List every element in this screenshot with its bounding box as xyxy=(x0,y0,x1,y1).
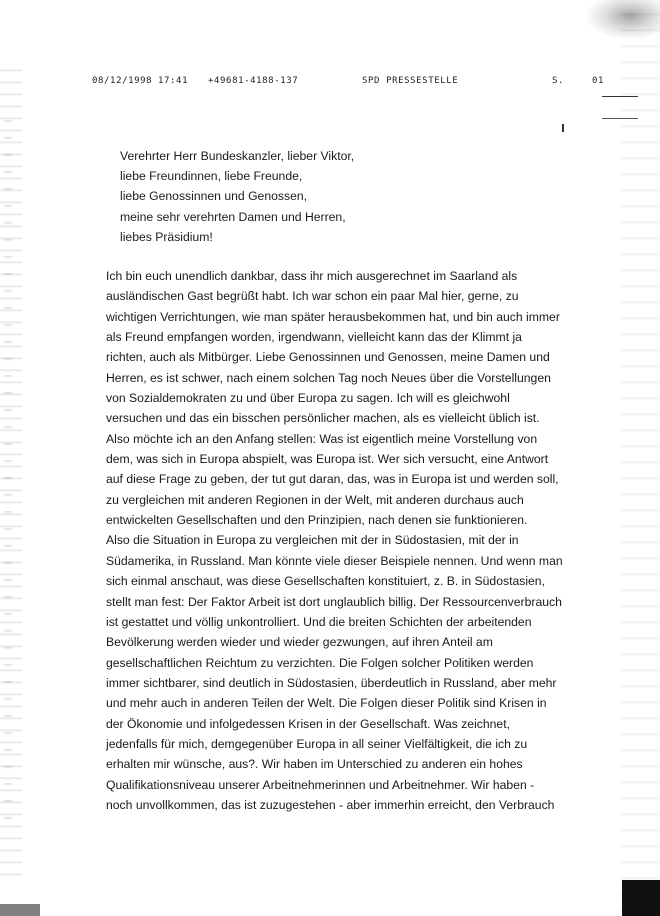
fax-page-number: 01 xyxy=(592,76,605,86)
salutation-line: liebe Freundinnen, liebe Freunde, xyxy=(120,169,303,184)
fax-phone: +49681-4188-137 xyxy=(208,76,299,86)
body-line: versuchen und das ein bisschen persönlicher machen, als es vielleicht üblich ist. xyxy=(106,411,540,426)
fax-date: 08/12/1998 xyxy=(92,76,153,86)
scan-dark-edge-bottom xyxy=(0,904,40,916)
body-line: richten, auch als Mitbürger. Liebe Genossinnen und Genossen, meine Damen und xyxy=(106,350,550,365)
scan-smudge-top-right xyxy=(585,0,660,40)
body-line: als Freund empfangen worden, irgendwann, vielleicht kann das der Klimmt ja xyxy=(106,330,522,345)
speech-body xyxy=(106,266,626,815)
body-line: erhalten mir wünsche, aus?. Wir haben im Unterschied zu anderen ein hohes xyxy=(106,757,523,772)
salutation-line: Verehrter Herr Bundeskanzler, lieber Viktor, xyxy=(120,149,355,163)
salutation-block xyxy=(120,146,540,247)
body-line: Bevölkerung werden wieder und wieder gezwungen, auf ihren Anteil am xyxy=(106,635,493,650)
body-line: zu vergleichen mit anderen Regionen in der Welt, mit anderen durchaus auch xyxy=(106,492,524,507)
body-line: Also möchte ich an den Anfang stellen: Was ist eigentlich meine Vorstellung von xyxy=(106,431,538,446)
fax-sender: SPD PRESSESTELLE xyxy=(362,76,459,86)
body-line: Also die Situation in Europa zu vergleichen mit der in Südostasien, mit der in xyxy=(106,533,519,548)
scan-noise-left-inner xyxy=(4,120,12,820)
body-line: der Ökonomie und infolgedessen Krisen in der Gesellschaft. Was zeichnet, xyxy=(106,716,510,731)
body-line: ausländischen Gast begrüßt habt. Ich war schon ein paar Mal hier, gerne, zu xyxy=(106,289,519,304)
fax-time: 17:41 xyxy=(158,76,189,86)
body-line: entwickelten Gesellschaften und den Prinzipien, nach denen sie funktionieren. xyxy=(106,513,528,528)
body-line: immer sichtbarer, sind deutlich in Südostasien, überdeutlich in Russland, aber mehr xyxy=(106,675,557,690)
salutation-line: liebe Genossinnen und Genossen, xyxy=(120,189,308,204)
body-line: sich einmal anschaut, was diese Gesellschaften konstituiert, z. B. in Südostasien, xyxy=(106,574,545,589)
body-line: wichtigen Verrichtungen, wie man später herausbekommen hat, und bin auch immer xyxy=(106,309,560,324)
body-line: dem, was sich in Europa abspielt, was Europa ist. Wer sich versucht, eine Antwort xyxy=(106,452,549,467)
body-line: jedenfalls für mich, demgegenüber Europa in all seiner Vielfältigkeit, die ich zu xyxy=(106,736,528,751)
body-line: gesellschaftlichen Reichtum zu verzichten. Die Folgen solcher Politiken werden xyxy=(106,655,534,670)
body-line: noch unvollkommen, das ist zuzugestehen - aber immerhin erreicht, den Verbrauch xyxy=(106,797,555,812)
salutation-line: liebes Präsidium! xyxy=(120,229,213,244)
margin-tick xyxy=(562,124,564,132)
body-line: auf diese Frage zu geben, der tut gut daran, das, was in Europa ist und werden soll, xyxy=(106,472,559,487)
body-line: von Sozialdemokraten zu und über Europa zu sagen. Ich will es gleichwohl xyxy=(106,391,510,406)
salutation-line: meine sehr verehrten Damen und Herren, xyxy=(120,209,346,224)
fax-header xyxy=(92,76,612,90)
scan-dark-corner xyxy=(622,880,660,916)
body-line: Qualifikationsniveau unserer Arbeitnehmerinnen und Arbeitnehmer. Wir haben - xyxy=(106,777,535,792)
body-line: Ich bin euch unendlich dankbar, dass ihr mich ausgerechnet im Saarland als xyxy=(106,269,518,283)
scan-noise-right xyxy=(620,0,660,916)
body-line: und mehr auch in anderen Teilen der Welt. Die Folgen dieser Politik sind Krisen in xyxy=(106,696,547,711)
fax-page-label: S. xyxy=(552,76,565,86)
body-line: Südamerika, in Russland. Man könnte viele dieser Beispiele nennen. Und wenn man xyxy=(106,553,563,568)
body-line: stellt man fest: Der Faktor Arbeit ist dort unglaublich billig. Der Ressourcenverbrauch xyxy=(106,594,562,609)
header-rule-lower xyxy=(602,118,638,119)
body-line: ist gestattet und völlig unkontrolliert. Und die breiten Schichten der arbeitenden xyxy=(106,614,532,629)
body-line: Herren, es ist schwer, nach einem solchen Tag noch Neues über die Vorstellungen xyxy=(106,370,551,385)
header-rule xyxy=(602,96,638,97)
